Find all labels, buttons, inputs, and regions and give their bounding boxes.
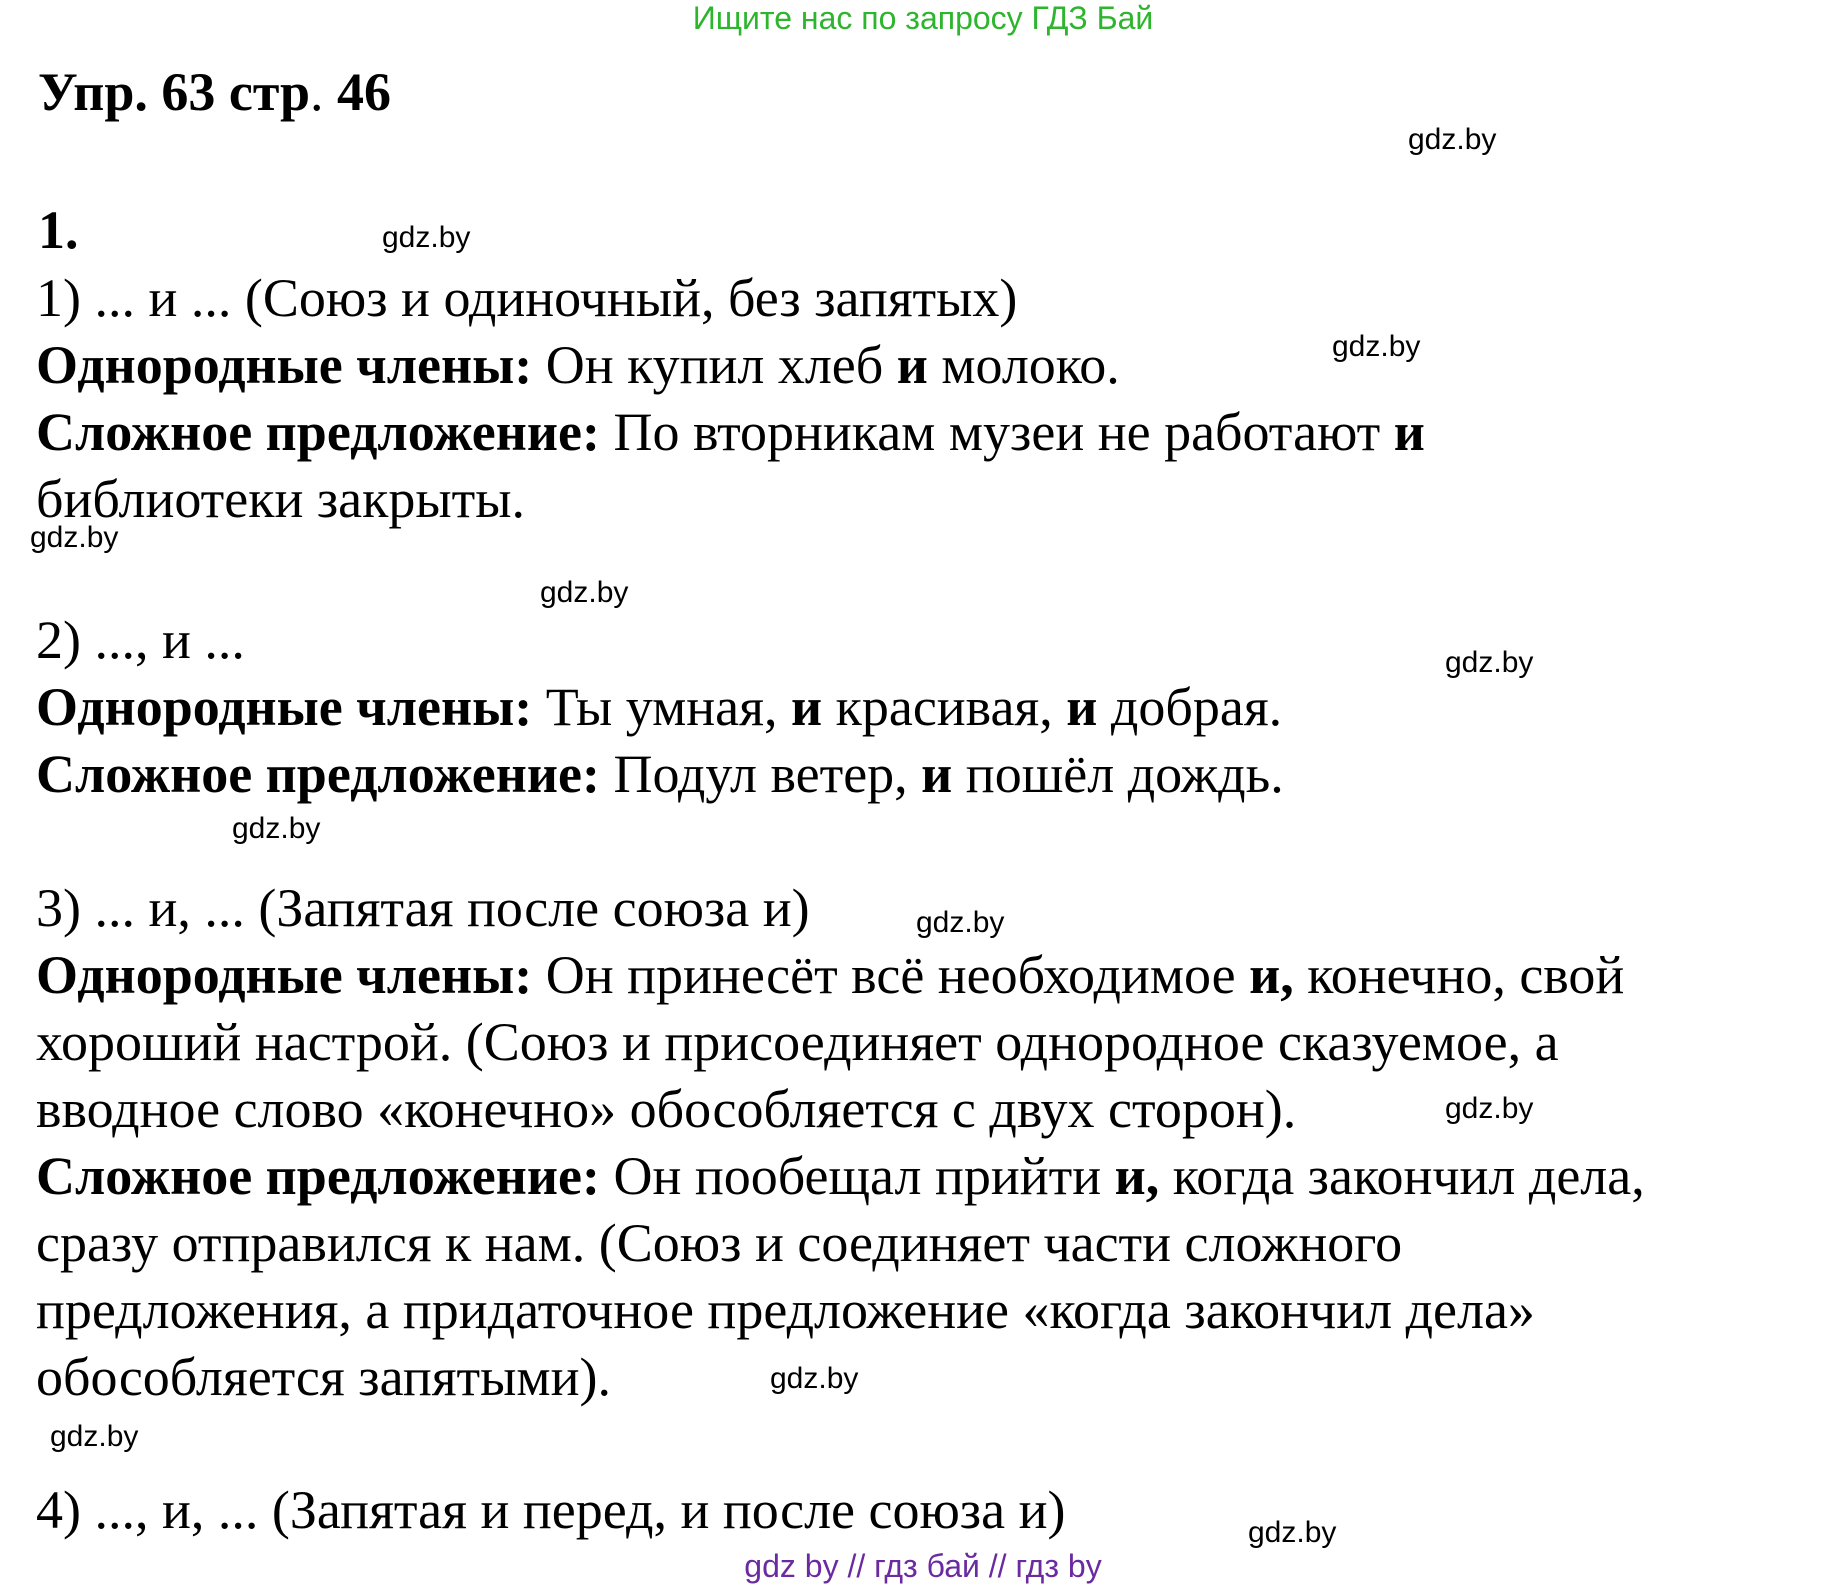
top-banner[interactable]: Ищите нас по запросу ГДЗ Бай	[692, 0, 1154, 36]
watermark: gdz.by	[1445, 646, 1534, 679]
conjunction: и	[896, 335, 928, 395]
page-title	[38, 62, 391, 122]
watermark: gdz.by	[540, 576, 629, 609]
watermark: gdz.by	[916, 906, 1005, 939]
item-3-complex-line4: обособляется запятыми).	[36, 1347, 611, 1407]
item-1-homogeneous	[36, 335, 1120, 395]
example-text: добрая.	[1097, 677, 1283, 737]
watermark: gdz.by	[1332, 330, 1421, 363]
conjunction: и,	[1114, 1146, 1160, 1206]
example-text: Он купил хлеб	[532, 335, 897, 395]
label-complex: Сложное предложение:	[36, 744, 600, 804]
label-homogeneous: Однородные члены:	[36, 677, 533, 737]
item-1-complex-line2: библиотеки закрыты.	[36, 469, 526, 529]
example-text: конечно, свой	[1293, 945, 1625, 1005]
label-homogeneous: Однородные члены:	[36, 335, 533, 395]
example-text: По вторникам музеи не работают	[599, 402, 1394, 462]
watermark: gdz.by	[382, 221, 471, 254]
watermark: gdz.by	[1248, 1516, 1337, 1549]
label-complex: Сложное предложение:	[36, 1146, 600, 1206]
label-complex: Сложное предложение:	[36, 402, 600, 462]
example-text: Ты умная,	[532, 677, 791, 737]
title-dot: .	[310, 62, 324, 122]
example-text: Подул ветер,	[599, 744, 922, 804]
item-3-complex-line2: сразу отправился к нам. (Союз и соединяет части сложного	[36, 1213, 1403, 1273]
conjunction: и	[1393, 402, 1425, 462]
item-3-complex-line3: предложения, а придаточное предложение «когда закончил дела»	[36, 1280, 1535, 1340]
example-text: пошёл дождь.	[952, 744, 1284, 804]
item-3-homogeneous-line2: хороший настрой. (Союз и присоединяет однородное сказуемое, а	[36, 1012, 1559, 1072]
watermark: gdz.by	[232, 812, 321, 845]
conjunction: и	[1066, 677, 1098, 737]
item-3-complex	[36, 1146, 1645, 1206]
example-text: Он принесёт всё необходимое	[532, 945, 1250, 1005]
item-2-complex	[36, 744, 1284, 804]
label-homogeneous: Однородные члены:	[36, 945, 533, 1005]
example-text: красивая,	[822, 677, 1067, 737]
item-3-homogeneous-line3: вводное слово «конечно» обособляется с двух сторон).	[36, 1079, 1297, 1139]
item-2-homogeneous	[36, 677, 1282, 737]
conjunction: и	[790, 677, 823, 737]
title-main: Упр. 63 стр	[38, 62, 311, 122]
item-4-heading: 4) ..., и, ... (Запятая и перед, и после союза и)	[36, 1480, 1066, 1540]
item-1-complex	[36, 402, 1425, 462]
item-3-heading: 3) ... и, ... (Запятая после союза и)	[36, 878, 810, 938]
footer-links[interactable]: gdz by // гдз бай // гдз by	[744, 1548, 1102, 1584]
watermark: gdz.by	[30, 521, 119, 554]
example-text: Он пообещал прийти	[599, 1146, 1115, 1206]
item-3-homogeneous	[36, 945, 1624, 1005]
section-number: 1.	[38, 200, 79, 260]
watermark: gdz.by	[770, 1362, 859, 1395]
example-text: когда закончил дела,	[1159, 1146, 1645, 1206]
title-page: 46	[323, 62, 392, 122]
item-1-heading: 1) ... и ... (Союз и одиночный, без запятых)	[36, 268, 1018, 328]
watermark: gdz.by	[1445, 1092, 1534, 1125]
watermark: gdz.by	[1408, 123, 1497, 156]
conjunction: и,	[1249, 945, 1294, 1005]
watermark: gdz.by	[50, 1420, 139, 1453]
conjunction: и	[921, 744, 953, 804]
item-2-heading: 2) ..., и ...	[36, 610, 245, 670]
example-text: молоко.	[927, 335, 1120, 395]
